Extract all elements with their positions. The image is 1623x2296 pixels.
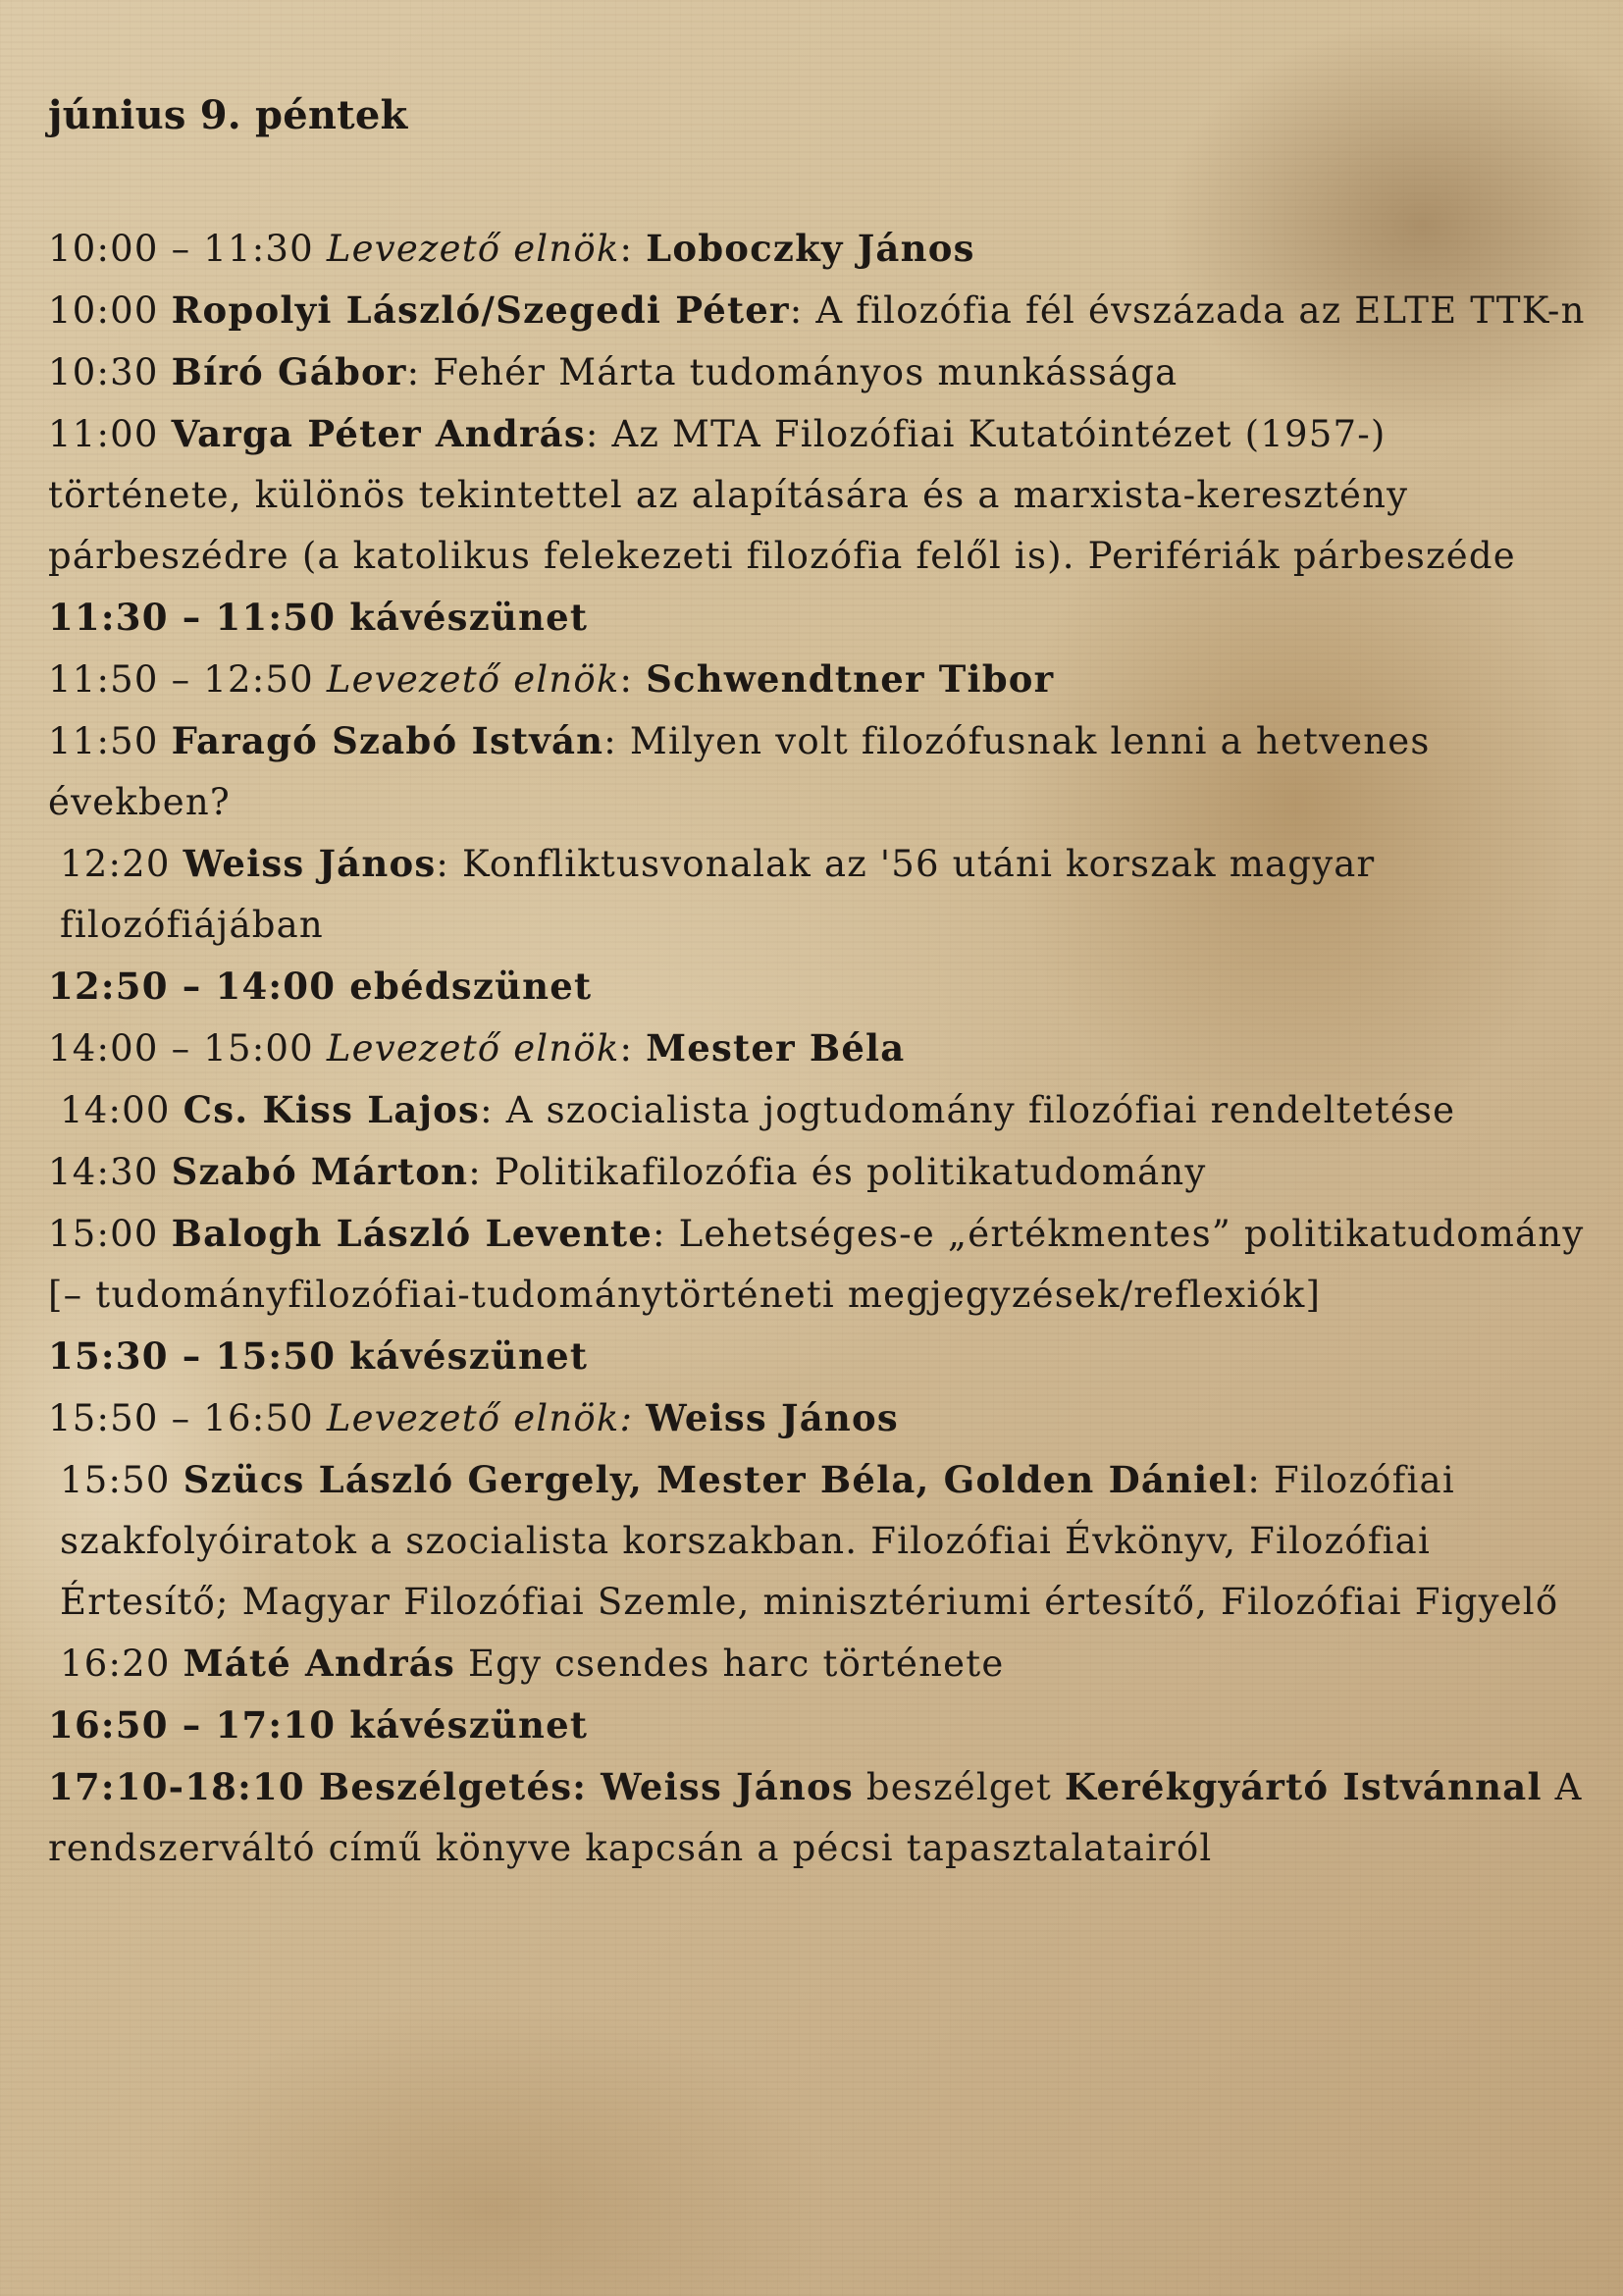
- entry-text: [633, 1397, 646, 1439]
- entry-bold-text: Varga Péter András: [171, 412, 586, 455]
- entry-text: : Fehér Márta tudományos munkássága: [406, 351, 1178, 393]
- entry-text: : Lehetséges-e „értékmentes” politikatudomány [– tudományfilozófiai-tudománytörténeti megjegyzések/reflexiók]: [48, 1213, 1597, 1316]
- schedule-entry: [48, 1326, 1589, 1387]
- schedule-entry: [48, 587, 1589, 649]
- schedule-entry: [48, 1079, 1589, 1141]
- entry-text: 11:50 – 12:50: [48, 658, 327, 701]
- entry-text: : Filozófiai szakfolyóiratok a szocialista korszakban. Filozófiai Évkönyv, Filozófiai Értesítő; Magyar Filozófiai Szemle, minisztériumi értesítő, Filozófiai Figyelő: [60, 1459, 1559, 1623]
- entry-bold-text: Weiss János: [646, 1396, 899, 1439]
- schedule-entry: [48, 218, 1589, 280]
- entry-text: 16:20: [60, 1643, 183, 1685]
- entry-text: 14:00: [60, 1089, 183, 1131]
- entry-bold-text: Máté András: [183, 1642, 456, 1685]
- entry-bold-text: Weiss János: [183, 842, 437, 885]
- entry-text: : A szocialista jogtudomány filozófiai rendeltetése: [480, 1089, 1456, 1131]
- entry-italic-text: Levezető elnök: [326, 1027, 620, 1070]
- schedule-entry: [48, 341, 1589, 403]
- entry-text: 10:00 – 11:30: [48, 228, 327, 270]
- entry-italic-text: Levezető elnök: [326, 658, 620, 701]
- schedule-entry: [48, 833, 1589, 956]
- entry-bold-text: Ropolyi László/Szegedi Péter: [171, 288, 790, 332]
- schedule-entry: [48, 649, 1589, 710]
- entry-bold-text: Faragó Szabó István: [171, 719, 604, 762]
- entry-text: : A filozófia fél évszázada az ELTE TTK-n: [789, 289, 1586, 332]
- entry-text: : Milyen volt filozófusnak lenni a hetvenes években?: [48, 720, 1443, 823]
- schedule-entry: [48, 1695, 1589, 1756]
- entry-text: 15:00: [48, 1213, 172, 1255]
- schedule-entry: [48, 956, 1589, 1018]
- schedule-entry: [48, 1449, 1589, 1633]
- entry-text: 11:50: [48, 720, 172, 762]
- day-heading: június 9. péntek: [48, 92, 408, 138]
- entry-bold-text: 15:30 – 15:50 kávészünet: [48, 1334, 589, 1378]
- entry-italic-text: Levezető elnök: [326, 228, 620, 270]
- schedule-entry: [48, 1203, 1597, 1326]
- entry-text: beszélget: [853, 1766, 1065, 1808]
- entry-bold-text: Schwendtner Tibor: [646, 657, 1055, 701]
- entry-bold-text: Cs. Kiss Lajos: [183, 1088, 481, 1131]
- entry-bold-text: Loboczky János: [646, 227, 975, 270]
- entry-text: 12:20: [60, 843, 183, 885]
- entry-text: :: [619, 1027, 647, 1070]
- entry-bold-text: Bíró Gábor: [171, 350, 407, 393]
- entry-text: 15:50: [60, 1459, 183, 1501]
- entry-bold-text: 17:10-18:10 Beszélgetés: Weiss János: [48, 1765, 854, 1808]
- schedule-entry: [48, 710, 1589, 833]
- entry-bold-text: 11:30 – 11:50 kávészünet: [48, 596, 589, 639]
- entry-text: 10:00: [48, 289, 172, 332]
- entry-bold-text: Mester Béla: [646, 1026, 906, 1070]
- schedule-entry: [48, 1141, 1589, 1203]
- schedule-entry: [48, 1756, 1596, 1879]
- entry-text: 14:30: [48, 1151, 172, 1193]
- schedule-entry: [48, 280, 1589, 341]
- entry-text: 14:00 – 15:00: [48, 1027, 327, 1070]
- schedule-entry: [48, 1387, 1589, 1449]
- entry-bold-text: Kerékgyártó Istvánnal: [1064, 1765, 1543, 1808]
- entry-text: A rendszerváltó című könyve kapcsán a pécsi tapasztalatairól: [48, 1766, 1596, 1869]
- entry-text: 10:30: [48, 351, 172, 393]
- program-page: [48, 86, 1597, 1879]
- entry-bold-text: Balogh László Levente: [171, 1212, 654, 1255]
- entry-italic-text: Levezető elnök:: [326, 1397, 634, 1439]
- entry-bold-text: Szabó Márton: [171, 1150, 469, 1193]
- schedule-entry: [48, 1018, 1589, 1079]
- entry-text: : Konfliktusvonalak az '56 utáni korszak magyar filozófiájában: [60, 843, 1388, 946]
- entry-text: 15:50 – 16:50: [48, 1397, 327, 1439]
- entry-bold-text: 16:50 – 17:10 kávészünet: [48, 1703, 589, 1747]
- entry-text: : Politikafilozófia és politikatudomány: [468, 1151, 1207, 1193]
- entry-text: :: [619, 228, 647, 270]
- entry-bold-text: Szücs László Gergely, Mester Béla, Golden Dániel: [183, 1458, 1248, 1501]
- entry-bold-text: 12:50 – 14:00 ebédszünet: [48, 965, 593, 1008]
- schedule-list: [48, 218, 1597, 1879]
- entry-text: : Az MTA Filozófiai Kutatóintézet (1957-) története, különös tekintettel az alapítására és a marxista-keresztény párbeszédre (a katolikus felekezeti filozófia felől is). Perifériák párbeszéde: [48, 413, 1516, 577]
- schedule-entry: [48, 403, 1589, 587]
- entry-text: 11:00: [48, 413, 172, 455]
- schedule-entry: [48, 1633, 1589, 1695]
- entry-text: Egy csendes harc története: [455, 1643, 1005, 1685]
- entry-text: :: [619, 658, 647, 701]
